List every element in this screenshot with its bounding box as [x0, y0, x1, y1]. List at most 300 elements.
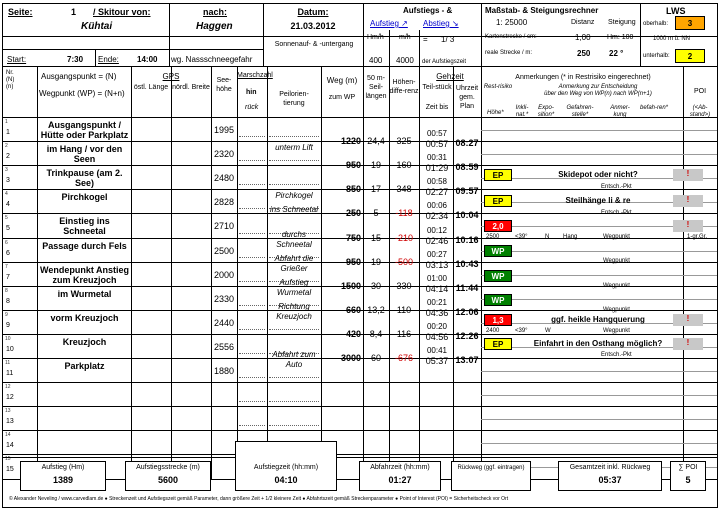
anmerkung-header: Anmer-kung	[610, 105, 630, 118]
ep-badge: EP	[484, 338, 512, 350]
teilstueck-cell: 00:21	[426, 297, 448, 307]
rueckweg-label: Rückweg (ggf. eintragen)	[457, 465, 525, 471]
hoehendiff-cell: 325	[396, 136, 412, 147]
hoehendiff-cell: -676	[394, 353, 413, 363]
zeit-bis-cell: 05:37	[425, 356, 449, 366]
zeit-bis-cell: 02:34	[425, 211, 449, 222]
seehoehe-cell[interactable]: 2556	[213, 341, 235, 352]
seehoehe-cell[interactable]: 2330	[213, 293, 235, 304]
hm-h-value[interactable]: 400	[369, 56, 383, 65]
row-index: 2	[6, 153, 10, 161]
wp-badge: WP	[484, 270, 512, 282]
seehoehe-cell[interactable]: 2710	[213, 221, 235, 232]
dotted-line	[269, 377, 319, 378]
grad-value: 22 °	[609, 49, 624, 58]
waypoint-label[interactable]: Pirchkogel	[61, 192, 108, 203]
remark-row-line	[481, 443, 717, 444]
waypoint-label[interactable]: Passage durch Fels	[42, 240, 127, 251]
row-number: 2	[5, 143, 8, 150]
zeit-bis-cell: 02:46	[425, 235, 449, 246]
table-row-line	[3, 454, 717, 455]
ep-badge: EP	[484, 195, 512, 207]
start-value[interactable]: 7:30	[67, 55, 84, 64]
lws-unterhalb-value: 2	[687, 52, 693, 61]
zeit-bis-cell: 00:57	[425, 139, 449, 150]
remark-sub: Entsch.-Pkt	[601, 184, 632, 190]
dotted-line	[239, 136, 265, 137]
seehoehe-cell[interactable]: 2480	[213, 173, 235, 184]
header-vline	[481, 4, 482, 66]
zeit-value: 04:10	[274, 475, 298, 485]
table-column-line	[237, 66, 238, 479]
uhrzeit-cell: 08:59	[455, 162, 479, 173]
weg-cell[interactable]: 950	[345, 160, 361, 171]
remark-text[interactable]: Einfahrt in den Osthang möglich?	[533, 339, 663, 348]
teilstueck-cell: 00:12	[426, 225, 448, 235]
gesamt-value: 05:37	[598, 475, 622, 485]
seil-cell: 30	[370, 280, 381, 291]
seil-cell: 19	[370, 256, 381, 267]
teilstueck-cell: 00:27	[426, 249, 448, 259]
weg-cell[interactable]: 660	[345, 304, 361, 315]
ausgang-header: Ausgangspunkt = (N)	[41, 72, 117, 81]
row-index: 11	[6, 370, 14, 377]
peilorientierung-cell[interactable]: Abfahrt zum Auto	[272, 350, 316, 369]
footer-poi	[670, 461, 706, 491]
risk-badge: 2,0	[484, 220, 512, 232]
ratio-note: der Aufstiegszeit	[422, 59, 467, 65]
footer-top-line	[3, 457, 717, 458]
remark-row-line	[481, 154, 717, 155]
steigung-label: Steigung	[608, 19, 636, 26]
hm-h-label: Hm/h	[367, 34, 384, 41]
aufstieg-label: Aufstieg ↗	[370, 19, 408, 28]
risk-anm: Wegpunkt	[603, 234, 630, 240]
zeit-bis-cell: 04:14	[425, 283, 449, 294]
row-index: 9	[6, 321, 10, 329]
dotted-line	[239, 353, 265, 354]
waypoint-label[interactable]: Wendepunkt Anstieg zum Kreuzjoch	[39, 264, 129, 285]
table-column-line	[683, 66, 684, 479]
risk-hoehe: 2500	[486, 234, 500, 240]
dotted-line	[239, 208, 265, 209]
row-index: 3	[6, 177, 10, 185]
datum-label: Datum:	[297, 7, 329, 17]
hoehendiff-cell: -118	[395, 208, 413, 219]
row-number: 8	[5, 287, 8, 294]
risk-expo: N	[545, 234, 550, 240]
abstieg-label: Abstieg ↘	[423, 19, 459, 28]
remark-row-line	[481, 130, 717, 131]
row-index: 15	[6, 466, 14, 474]
dotted-line	[239, 329, 265, 330]
dotted-line	[269, 425, 319, 426]
teilstueck-cell: 00:06	[426, 201, 448, 211]
rueck-header: rück	[245, 104, 259, 111]
poi-header: POI	[693, 88, 707, 95]
zeit-label: Aufstiegzeit (hh:mm)	[253, 464, 319, 471]
lws-title: LWS	[666, 6, 686, 16]
tour-planning-sheet	[2, 3, 718, 508]
footer-abfahrt	[359, 461, 441, 491]
expo-header: Expo-sition*	[537, 105, 555, 118]
hm-label: Hm: 100	[607, 34, 634, 41]
aufabstieg-title: Aufstiegs - &	[403, 6, 453, 15]
risk-hoehe: 2400	[486, 328, 500, 334]
header-vline	[419, 30, 420, 66]
hin-header: hin	[246, 89, 257, 96]
seil-cell: 13,2	[367, 304, 385, 315]
row-index: 12	[6, 394, 14, 402]
hoehendiff-cell: -500	[394, 256, 413, 267]
nr-label: Nr.	[6, 70, 14, 76]
uhrzeit-cell: 13:07	[455, 355, 479, 365]
waypoint-label[interactable]: im Hang / vor den Seen	[46, 144, 123, 165]
gesamt-label: Gesamtzeit inkl. Rückweg	[569, 464, 651, 471]
von-label: / Skitour von:	[93, 7, 151, 17]
waypoint-label[interactable]: vorm Kreuzjoch	[50, 312, 119, 323]
dotted-line	[239, 305, 265, 306]
remark-sub: Entsch.-Pkt	[601, 352, 632, 358]
datum-value[interactable]: 21.03.2012	[290, 21, 336, 31]
table-column-line	[171, 66, 172, 479]
zeit-bis-cell: 01:29	[425, 163, 449, 174]
lws-oberhalb-value: 3	[687, 19, 693, 28]
ende-value[interactable]: 14:00	[137, 55, 158, 64]
zeit-bis-cell: 04:36	[425, 307, 449, 318]
m-h-value[interactable]: 4000	[396, 56, 414, 65]
peilorientierung-cell[interactable]: durchs Schneetal	[276, 229, 312, 249]
risk-abstand: 1-gr.Gr.	[687, 234, 708, 240]
uhrzeit-cell: 09:57	[455, 186, 479, 197]
teilstueck-cell: 00:31	[426, 153, 448, 163]
risk-badge: 1,3	[484, 314, 512, 326]
abfahrt-label: Abfahrzeit (hh:mm)	[370, 464, 430, 471]
row-index: 13	[6, 418, 14, 426]
zeit-bis-header: Zeit bis	[425, 104, 449, 111]
nr2-label: (N)	[6, 77, 15, 83]
risk-expo: W	[545, 328, 551, 334]
teilstueck-cell: 00:57	[426, 129, 448, 139]
distanz-label: Distanz	[571, 19, 595, 26]
lws-oberhalb[interactable]	[675, 16, 705, 30]
remark-row-line	[481, 371, 717, 372]
seehoehe-cell[interactable]: 1995	[213, 125, 235, 135]
row-number: 14	[5, 432, 11, 439]
dotted-line	[269, 401, 319, 402]
seil-cell: 15	[370, 232, 381, 243]
footer-aufstieg-hm	[20, 461, 106, 491]
row-number: 15	[5, 456, 11, 463]
table-column-line	[453, 66, 454, 479]
dotted-line	[239, 233, 265, 234]
risk-inkl: <39°	[515, 328, 528, 334]
poi-marker: !	[673, 314, 703, 326]
table-row-line	[3, 406, 717, 407]
footer-strecke	[125, 461, 211, 491]
dotted-line	[239, 425, 265, 426]
footer-gesamt	[558, 461, 662, 491]
row-number: 12	[5, 384, 11, 391]
waypoint-label[interactable]: Kreuzjoch	[62, 336, 107, 347]
poi-marker: !	[673, 169, 703, 181]
remark-text[interactable]: ggf. heikle Hangquerung	[551, 315, 645, 324]
seehoehe-header: See-höhe	[216, 77, 232, 93]
weg-cell[interactable]: 420	[345, 328, 361, 339]
abstand-header: (<Ab-stand>)	[689, 105, 711, 118]
nn-label: 1000 m ü. NN	[653, 36, 691, 42]
dotted-line	[239, 377, 265, 378]
row-number: 10	[5, 335, 11, 342]
nr3-label: (n)	[6, 84, 14, 90]
ratio-eq: =	[423, 35, 428, 44]
table-column-line	[419, 66, 420, 479]
teilstueck-cell: 01:00	[426, 273, 448, 283]
strecke-value: 5600	[157, 475, 179, 485]
remark-anm: Wegpunkt	[603, 307, 630, 313]
remark-sub: Entsch.-Pkt	[601, 210, 632, 216]
aufstieg-hm-value: 1389	[52, 475, 74, 485]
remark-anm: Wegpunkt	[603, 283, 630, 289]
gefahren-header: Gefahren-stelle*	[566, 105, 594, 118]
seil-cell: 5	[373, 208, 379, 219]
seil-cell: 24,4	[367, 136, 385, 147]
header-vline	[169, 4, 170, 66]
table-column-line	[389, 66, 390, 479]
table-column-line	[481, 66, 482, 479]
remark-row-line	[481, 251, 717, 252]
poi-marker: !	[673, 195, 703, 207]
risk-inkl: <39°	[515, 234, 528, 240]
remark-row-line	[481, 275, 717, 276]
anm-entsch-label: Anmerkung zur Entscheidung	[558, 84, 638, 90]
waypoint-label[interactable]: Einstieg ins Schneetal	[59, 216, 110, 237]
dotted-line	[239, 401, 265, 402]
header-vline	[640, 4, 641, 66]
dotted-line	[239, 160, 265, 161]
row-index: 7	[6, 273, 10, 281]
remark-text[interactable]: Steilhänge li & re	[565, 196, 631, 205]
weg-cell[interactable]: 1500	[340, 280, 361, 291]
hoehendiff-cell: 110	[396, 304, 412, 315]
nach-label: nach:	[203, 7, 228, 17]
seehoehe-cell[interactable]: 2440	[213, 317, 235, 328]
waypoint-label[interactable]: Trinkpause (am 2. See)	[46, 168, 123, 189]
peil-header: Peilorien-tierung	[279, 91, 309, 107]
row-number: 7	[5, 263, 8, 270]
peilorientierung-cell[interactable]: ins Schneetal	[269, 205, 319, 215]
dotted-line	[269, 160, 319, 161]
reale-value: 250	[577, 49, 591, 58]
seehoehe-cell[interactable]: 2000	[213, 269, 235, 280]
seite-label: Seite:	[8, 7, 33, 17]
hoehendiff-cell: 116	[396, 328, 412, 339]
waypoint-label[interactable]: im Wurmetal	[57, 288, 112, 299]
teil-header: Teil-stück	[422, 84, 452, 91]
peilorientierung-cell[interactable]: unterm Lift	[275, 143, 313, 153]
route-name[interactable]: wg. Nassschneegefahr	[171, 55, 253, 64]
dotted-line	[269, 329, 319, 330]
row-index: 10	[6, 345, 14, 353]
weg-cell[interactable]: 250	[345, 208, 361, 219]
seite-value[interactable]: 1	[71, 7, 77, 17]
risk-gefahr: Hang	[563, 234, 578, 240]
table-row-line	[3, 430, 717, 431]
ep-badge: EP	[484, 169, 512, 181]
aufstieg-hm-label: Aufstieg (Hm)	[41, 464, 85, 471]
dotted-line	[239, 281, 265, 282]
wegpunkt-header: Wegpunkt (WP) = (N+n)	[39, 89, 125, 98]
abfahrt-value: 01:27	[388, 475, 412, 485]
dotted-line	[269, 136, 319, 137]
reale-label: reale Strecke / m:	[485, 50, 533, 56]
karten-label: Kartenstrecke / cm:	[485, 34, 537, 40]
hoehendiff-cell: 348	[396, 184, 412, 195]
footer-zeit	[235, 441, 337, 491]
header-vline	[363, 4, 364, 66]
header-vline	[95, 49, 96, 66]
dotted-line	[269, 184, 319, 185]
zum-wp-header: zum WP	[328, 94, 356, 101]
hoehendiff-cell: -210	[394, 232, 413, 243]
row-number: 9	[5, 311, 8, 318]
gps-header: GPS	[162, 72, 180, 81]
remark-text[interactable]: Skidepot oder nicht?	[558, 170, 638, 179]
row-index: 1	[6, 129, 10, 136]
poi-marker: !	[673, 338, 703, 350]
waypoint-label[interactable]: Ausgangspunkt / Hütte oder Parkplatz	[40, 120, 129, 140]
rest-header: Rest-risiko	[483, 84, 513, 90]
hoehe-header: Höhe*	[487, 110, 504, 116]
wp-badge: WP	[484, 294, 512, 306]
row-index: 8	[6, 297, 10, 305]
weg-cell[interactable]: 1220	[340, 136, 361, 147]
weg-cell[interactable]: 750	[345, 232, 361, 243]
row-number: 6	[5, 239, 8, 246]
uhrzeit-cell: 10:04	[455, 210, 479, 221]
table-column-line	[363, 66, 364, 479]
waypoint-label[interactable]: Parkplatz	[64, 361, 105, 371]
row-number: 3	[5, 167, 8, 174]
seehoehe-cell[interactable]: 2828	[213, 197, 235, 208]
poi-sum-label: ∑ POI	[678, 464, 698, 471]
row-number: 4	[5, 191, 8, 198]
seil-cell: 17	[370, 184, 381, 195]
strecke-label: Aufstiegsstrecke (m)	[136, 464, 200, 471]
dotted-line	[239, 184, 265, 185]
row-number: 1	[5, 119, 8, 125]
teilstueck-cell: 00:41	[426, 346, 448, 355]
remark-anm: Wegpunkt	[603, 258, 630, 264]
remark-row-line	[481, 299, 717, 300]
hoehendiff-header: Höhen-diffe-renz	[389, 79, 419, 95]
zeit-bis-cell: 03:13	[425, 259, 449, 270]
scale-value[interactable]: 1: 25000	[496, 18, 528, 27]
zeit-bis-cell: 04:56	[425, 331, 449, 342]
unterhalb-label: unterhalb:	[643, 53, 670, 59]
start-label: Start:	[7, 55, 27, 64]
peilorientierung-cell[interactable]: Aufstieg Wurmetal	[276, 277, 312, 297]
weg-header: Weg (m)	[326, 76, 358, 85]
gehzeit-header: Gehzeit	[436, 72, 464, 81]
sonnen-label: Sonnenauf- & -untergang	[274, 41, 354, 48]
marsch-header: Marschzahl	[237, 72, 273, 79]
m-h-label: m/h	[399, 34, 411, 41]
row-index: 14	[6, 442, 14, 450]
ratio-value[interactable]: 1/ 3	[441, 35, 455, 44]
row-number: 13	[5, 408, 11, 415]
karten-value[interactable]: 1,00	[575, 33, 591, 42]
poi-sum-value: 5	[685, 475, 691, 485]
uhrzeit-cell: 10:16	[455, 234, 479, 245]
teilstueck-cell: 00:58	[426, 177, 448, 187]
befahr-header: befah-ren*	[639, 105, 669, 111]
peilorientierung-cell[interactable]: Abfahrt die Grießer	[274, 253, 314, 273]
hoehendiff-cell: 160	[396, 160, 412, 171]
uhrzeit-header: Uhrzeit gem. Plan	[455, 85, 479, 110]
nr-header	[6, 70, 14, 91]
header-hline	[3, 49, 263, 50]
noerdl-header: nördl. Breite	[172, 84, 210, 91]
peilorientierung-cell[interactable]: Richtung Kreuzjoch	[276, 301, 312, 321]
risk-anm: Wegpunkt	[603, 328, 630, 334]
uhrzeit-cell: 11:44	[455, 282, 479, 293]
row-index: 4	[6, 201, 10, 209]
lws-unterhalb[interactable]	[675, 49, 705, 63]
weg-cell[interactable]: 3000	[340, 353, 361, 363]
nach-value[interactable]: Haggen	[196, 21, 233, 32]
uhrzeit-cell: 12:06	[455, 306, 479, 317]
uhrzeit-cell: 10:43	[455, 258, 479, 269]
massstab-title: Maßstab- & Steigungsrechner	[485, 6, 599, 15]
anmerk-title: Anmerkungen (* in Restrisiko eingerechnet)	[515, 74, 651, 81]
weg-cell[interactable]: 850	[345, 184, 361, 195]
seil-cell: 19	[370, 160, 381, 171]
remark-row-line	[481, 395, 717, 396]
header-vline	[263, 4, 264, 66]
uhrzeit-cell: 08:27	[455, 138, 479, 149]
ende-label: Ende:	[98, 55, 119, 64]
weg-cell[interactable]: 950	[345, 256, 361, 267]
table-row-line	[3, 382, 717, 383]
anm-weg-label: über den Weg von WP(n) nach WP(n+1)	[544, 91, 652, 97]
peilorientierung-cell[interactable]: Pirchkogel	[275, 191, 313, 201]
wp-badge: WP	[484, 245, 512, 257]
header-bottom-line	[3, 66, 717, 67]
teilstueck-cell: 00:20	[426, 321, 448, 331]
table-column-line	[321, 66, 322, 479]
footer-rueckweg[interactable]	[451, 461, 531, 491]
remark-row-line	[481, 419, 717, 420]
footer-legend: © Alexander Neveling / www.carvedlam.de ● Streckenzeit und Aufstiegszeit gemäß Parameter, dann größere Zeit + 1/2 kleinere Zeit ● Abfahrtszeit gemäß Streckenparameter ● Point of Interest (POI) = Sicherheitscheck vor Ort	[9, 496, 509, 502]
zeit-bis-cell: 02:27	[425, 187, 449, 198]
dotted-line	[239, 257, 265, 258]
seehoehe-cell[interactable]: 2500	[213, 245, 235, 256]
inkl-header: Inkli-nat.*	[515, 105, 529, 118]
oberhalb-label: oberhalb:	[643, 21, 669, 27]
oestl-header: östl. Länge	[133, 84, 169, 91]
seehoehe-cell[interactable]: 1880	[213, 366, 235, 376]
row-number: 5	[5, 215, 8, 222]
row-index: 5	[6, 225, 10, 233]
header-vline	[389, 30, 390, 66]
seehoehe-cell[interactable]: 2320	[213, 149, 235, 160]
row-number: 11	[5, 360, 11, 366]
hoehendiff-cell: 330	[396, 280, 412, 291]
von-value[interactable]: Kühtai	[81, 21, 113, 32]
row-index: 6	[6, 249, 10, 257]
anm-entsch-header	[513, 84, 683, 98]
